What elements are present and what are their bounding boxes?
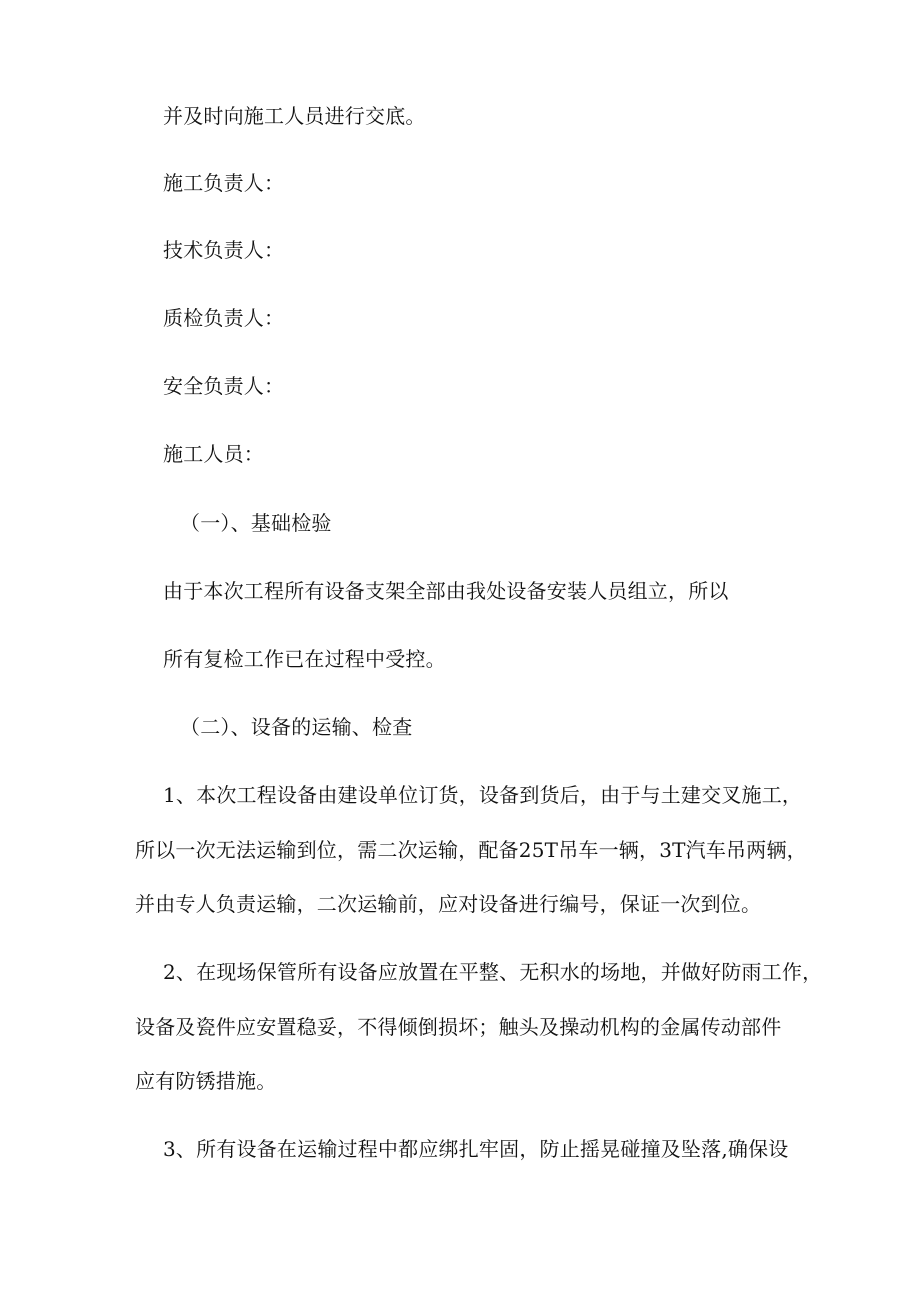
section-heading-1: （一）、基础检验 [180, 511, 332, 535]
field-safety-lead: 安全负责人： [163, 374, 285, 398]
section-heading-2: （二）、设备的运输、检查 [180, 715, 413, 739]
field-construction-lead: 施工负责人： [163, 171, 285, 195]
list-item-3-line: 3、所有设备在运输过程中都应绑扎牢固，防止摇晃碰撞及坠落,确保设 [163, 1137, 789, 1161]
body-text-line: 并及时向施工人员进行交底。 [163, 104, 426, 128]
list-item-2-line: 2、在现场保管所有设备应放置在平整、无积水的场地，并做好防雨工作， [163, 960, 823, 984]
list-item-2-line: 设备及瓷件应安置稳妥，不得倾倒损坏；触头及操动机构的金属传动部件 [135, 1015, 782, 1039]
list-item-1-line: 1、本次工程设备由建设单位订货，设备到货后，由于与土建交叉施工， [163, 783, 803, 807]
field-technical-lead: 技术负责人： [163, 238, 285, 262]
body-text-line: 所有复检工作已在过程中受控。 [163, 647, 446, 671]
body-text-line: 由于本次工程所有设备支架全部由我处设备安装人员组立，所以 [163, 579, 729, 603]
field-construction-staff: 施工人员： [163, 442, 264, 466]
list-item-1-line: 并由专人负责运输，二次运输前，应对设备进行编号，保证一次到位。 [135, 892, 762, 916]
list-item-2-line: 应有防锈措施。 [135, 1069, 277, 1093]
field-quality-lead: 质检负责人： [163, 306, 285, 330]
list-item-1-line: 所以一次无法运输到位，需二次运输，配备25T吊车一辆，3T汽车吊两辆， [135, 838, 807, 862]
